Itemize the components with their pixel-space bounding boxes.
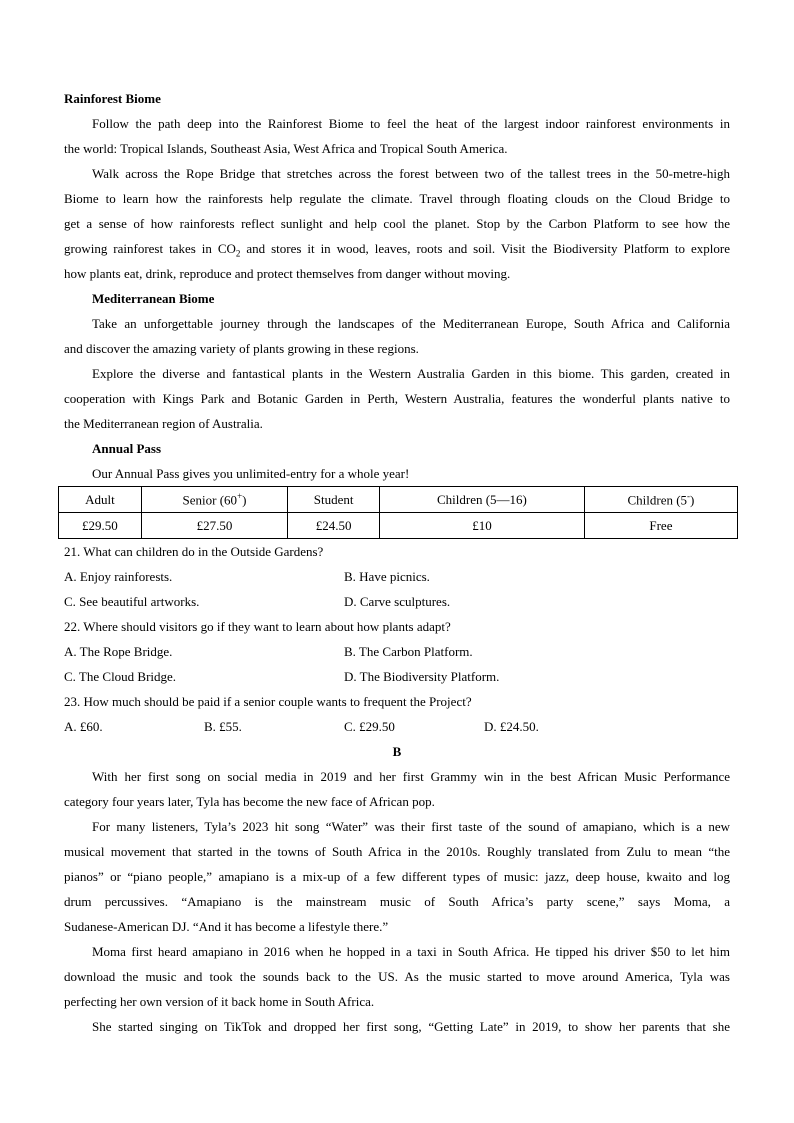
pass-header-cell: Children (5—16) [380,487,585,513]
rainforest-p2-line: Walk across the Rope Bridge that stretches across the forest between two of the tallest trees in the 50-metre-high [92,166,730,181]
question-21-options [64,589,730,614]
pass-price-cell: £27.50 [141,513,287,539]
mediterranean-p2-line: cooperation with Kings Park and Botanic Garden in Perth, Western Australia, features the wonderful plants native to [64,391,730,406]
passage-b-p2-line: For many listeners, Tyla’s 2023 hit song “Water” was their first taste of the sound of amapiano, which is a new [92,819,730,834]
passage-b-heading: B [392,744,402,759]
pass-header-row [59,487,738,513]
option-a: A. The Rope Bridge. [64,644,173,659]
passage-b-p1-line: With her first song on social media in 2019 and her first Grammy win in the best African Music Performance [92,769,730,784]
pass-header-cell: Senior (60+) [141,487,287,513]
rainforest-p2-line: Biome to learn how the rainforests help regulate the climate. Travel through floating clouds on the Cloud Bridge to [64,191,730,206]
question-22-options [64,664,730,689]
mediterranean-p2-line: the Mediterranean region of Australia. [64,416,263,431]
option-b: B. £55. [204,719,242,734]
question-21-stem: 21. What can children do in the Outside Gardens? [64,544,324,559]
mediterranean-p1-line: Take an unforgettable journey through the landscapes of the Mediterranean Europe, South Africa and California [92,316,730,331]
option-c: C. £29.50 [344,719,395,734]
rainforest-p2-line-co2 [64,236,730,261]
passage-b-p2-line: drum percussives. “Amapiano is the mainstream music of South Africa’s party scene,” says Moma, a [64,894,730,909]
question-23-stem: 23. How much should be paid if a senior couple wants to frequent the Project? [64,694,472,709]
document-page [64,86,730,1039]
pass-header-cell: Student [288,487,380,513]
option-d: D. Carve sculptures. [344,594,451,609]
rainforest-p1-line: the world: Tropical Islands, Southeast Asia, West Africa and Tropical South America. [64,141,508,156]
annual-pass-intro: Our Annual Pass gives you unlimited-entry for a whole year! [92,466,410,481]
question-22-stem: 22. Where should visitors go if they want to learn about how plants adapt? [64,619,451,634]
annual-pass-heading: Annual Pass [92,441,161,456]
passage-b-p2-line: musical movement that started in the towns of South Africa in the 2010s. Roughly translated from Zulu to mean “the [64,844,730,859]
co2-text-b: and stores it in wood, leaves, roots and soil. Visit the Biodiversity Platform to explore [240,241,730,256]
pass-price-cell: £29.50 [59,513,142,539]
passage-b-p3-line: perfecting her own version of it back home in South Africa. [64,994,375,1009]
pass-price-cell: £10 [380,513,585,539]
passage-b-p1-line: category four years later, Tyla has become the new face of African pop. [64,794,435,809]
option-b: B. Have picnics. [344,569,430,584]
passage-b-p4-line: She started singing on TikTok and dropped her first song, “Getting Late” in 2019, to show her parents that she [92,1019,730,1034]
question-23-options [64,714,730,739]
rainforest-heading: Rainforest Biome [64,91,161,106]
option-a: A. £60. [64,719,103,734]
annual-pass-table [58,486,738,539]
mediterranean-p2-line: Explore the diverse and fantastical plants in the Western Australia Garden in this biome. This garden, created in [92,366,730,381]
option-d: D. The Biodiversity Platform. [344,669,500,684]
option-d: D. £24.50. [484,719,539,734]
pass-price-cell: £24.50 [288,513,380,539]
rainforest-p2-line: get a sense of how rainforests reflect sunlight and help cool the planet. Stop by the Carbon Platform to see how the [64,216,730,231]
question-21-options [64,564,730,589]
pass-price-cell: Free [584,513,737,539]
rainforest-p2-line: how plants eat, drink, reproduce and protect themselves from danger without moving. [64,266,511,281]
mediterranean-p1-line: and discover the amazing variety of plants growing in these regions. [64,341,419,356]
question-22-options [64,639,730,664]
co2-text-a: growing rainforest takes in CO [64,241,236,256]
passage-b-p2-line: pianos” or “piano people,” amapiano is a mix-up of a few different types of music: jazz, deep house, kwaito and log [64,869,730,884]
option-c: C. See beautiful artworks. [64,594,200,609]
passage-b-p3-line: Moma first heard amapiano in 2016 when he hopped in a taxi in South Africa. He tipped his driver $50 to let him [92,944,730,959]
co2-subscript: 2 [235,248,241,259]
pass-header-cell: Adult [59,487,142,513]
pass-header-cell: Children (5-) [584,487,737,513]
option-a: A. Enjoy rainforests. [64,569,173,584]
passage-b-p2-line: Sudanese-American DJ. “And it has become a lifestyle there.” [64,919,389,934]
option-c: C. The Cloud Bridge. [64,669,177,684]
pass-price-row [59,513,738,539]
rainforest-p1-line: Follow the path deep into the Rainforest Biome to feel the heat of the largest indoor rainforest environments in [92,116,730,131]
passage-b-p3-line: download the music and took the sounds back to the US. As the music started to move around America, Tyla was [64,969,730,984]
option-b: B. The Carbon Platform. [344,644,473,659]
mediterranean-heading: Mediterranean Biome [92,291,215,306]
